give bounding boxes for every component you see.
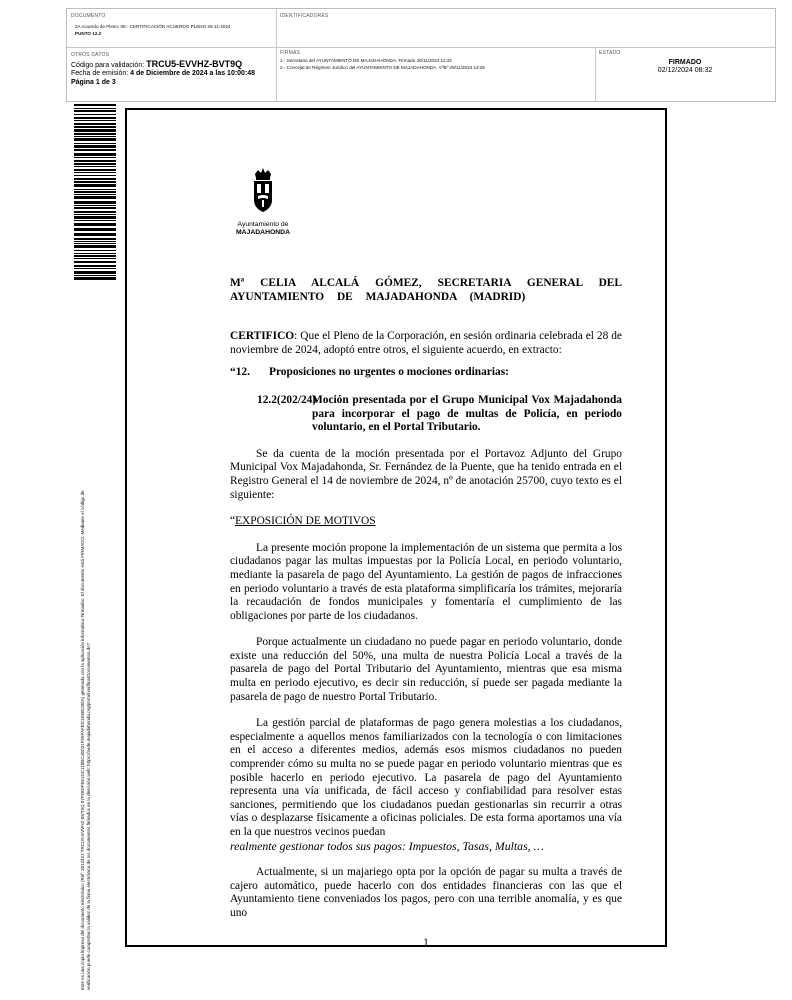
identificadores-cell bbox=[280, 13, 580, 19]
identificadores-label: IDENTIFICADORES bbox=[280, 13, 329, 19]
section-number: “12. bbox=[230, 366, 250, 379]
item-number: 12.2(202/24) bbox=[257, 393, 317, 406]
certifico-text: : Que el Pleno de la Corporación, en sesión ordinaria celebrada el 28 de noviembre de 2024, adoptó entre otros, el siguiente acuerdo, en extracto: bbox=[230, 330, 622, 356]
intro-paragraph: Se da cuenta de la moción presentada por el Portavoz Adjunto del Grupo Municipal Vox Majadahonda, Sr. Fernández de la Puente, que ha tenido entrada en el Registro General el 14 de noviembre de 2024, nº de anotación 25700, cuyo texto es el siguiente: bbox=[230, 447, 622, 501]
item-title: Moción presentada por el Grupo Municipal Vox Majadahonda para incorporar el pago de multas de Policía, en periodo voluntario, en el Portal Tributario. bbox=[312, 393, 622, 434]
fecha-prefix: Fecha de emisión: bbox=[71, 70, 129, 78]
paragraph-3: La gestión parcial de plataformas de pago genera molestias a los ciudadanos, especialmente a aquellos menos familiarizados con la tecnología o con limitaciones en el acceso a diferentes medios, además esos mismos ciudadanos no pueden comprender cómo su multa no se puede pagar en periodo voluntario mientras que es posible hacerlo en periodo ejecutivo. La pasarela de pago del Ayuntamiento representa una vía unificada, de fácil acceso y confiabilidad para resolver estas sanciones, permitiendo que los ciudadanos puedan gestionarlas sin recurrir a otras vías o desplazarse físicamente a oficinas policiales. De esta forma aportamos una vía en la que nuestros vecinos puedan bbox=[230, 717, 622, 838]
fecha-emision bbox=[71, 70, 275, 78]
certifico-label: CERTIFICO bbox=[230, 330, 295, 343]
firmas-cell bbox=[280, 50, 590, 71]
logo-line1: Ayuntamiento de bbox=[237, 221, 289, 228]
document-title: Mª CELIA ALCALÁ GÓMEZ, SECRETARIA GENERAL DEL AYUNTAMIENTO DE MAJADAHONDA (MADRID) bbox=[230, 277, 622, 303]
paragraph-2: Porque actualmente un ciudadano no puede pagar en periodo voluntario, donde existe una reducción del 50%, una multa de nuestra Policía Local a través de la pasarela de pago del Portal Tributario del Ayuntamiento, mientras que esa misma multa en periodo ejecutivo, es decir sin reducción, sí puede ser pagada mediante la pasarela de pago de nuestro Portal Tributario. bbox=[230, 636, 622, 703]
certifico-paragraph bbox=[230, 330, 622, 357]
estado-label: ESTADO bbox=[599, 50, 621, 56]
side-verification-text bbox=[80, 300, 92, 990]
document-metadata-table bbox=[66, 8, 776, 102]
page-number: 1 bbox=[423, 936, 429, 949]
documento-line1: 2A Acuerdo de Pleno: 08.- CERTIFICACIÓN ACUERDO PLENO 28-11-2024 bbox=[75, 24, 231, 29]
estado-value: FIRMADO bbox=[668, 59, 702, 66]
table-divider bbox=[67, 47, 775, 48]
otros-datos-label: OTROS DATOS bbox=[71, 52, 110, 58]
firma-1: 1.- Secretaria del AYUNTAMIENTO DE MAJADAHONDA. Firmado 29/11/2024 11:33 bbox=[280, 58, 452, 63]
agenda-item bbox=[230, 394, 622, 435]
barcode-gap bbox=[74, 280, 116, 282]
otros-datos-cell bbox=[71, 52, 275, 87]
paragraph-1: La presente moción propone la implementación de un sistema que permita a los ciudadanos pagar las multas impuestas por la Policía Local, en periodo voluntario, mediante la pasarela de pago del Ayuntamiento. La gestión de pagos de infracciones en periodo voluntario a través de esta plataforma simplificaría los trámites, mejoraría la recaudación de fondos municipales y fomentaría el cumplimiento de las obligaciones por parte de los ciudadanos. bbox=[230, 541, 622, 622]
documento-line2: PUNTO 12.2 bbox=[75, 30, 102, 36]
estado-cell bbox=[599, 50, 771, 76]
pagina-indicator: Página 1 de 3 bbox=[71, 78, 116, 86]
firma-2: 2.- Concejal de Régimen Jurídico del AYUNTAMIENTO DE MAJADAHONDA. VºBº 29/11/2024 13:26 bbox=[280, 64, 485, 70]
documento-label: DOCUMENTO bbox=[71, 13, 106, 19]
section-title: Proposiciones no urgentes o mociones ordinarias: bbox=[269, 366, 509, 379]
codigo-value: TRCU5-EVVHZ-BVT9Q bbox=[146, 59, 243, 69]
section-heading bbox=[230, 366, 622, 380]
exposicion-heading bbox=[230, 515, 622, 529]
validation-barcode bbox=[74, 104, 116, 282]
codigo-validacion bbox=[71, 60, 275, 70]
paragraph-4: Actualmente, si un majariego opta por la opción de pagar su multa a través de cajero automático, puede hacerlo con dos entidades financieras con las que el Ayuntamiento tiene conveniados los pagos, pero con una terrible anomalía, y es que uno bbox=[230, 866, 622, 919]
estado-date: 02/12/2024 08:32 bbox=[657, 67, 713, 75]
side-text-line2: verificación puede comprobar la validez de la firma electrónica de los documentos firmados en la dirección web: https://sede.majadahonda.org/portal/verificarDocumentos.do? bbox=[86, 642, 91, 990]
firmas-label: FIRMAS bbox=[280, 50, 301, 56]
documento-cell bbox=[71, 13, 271, 37]
codigo-prefix: Código para validación: bbox=[71, 62, 145, 69]
side-text-line1: Este es una copia impresa del documento electrónico (Ref: 3012421 TRCU5-EVVHZ-BVT9Q 07F58DFE61DC118BC40D31F55FAFED1E6BCB5A) generada con la aplicación informática Firmadoc. El documento está FIRMADO. Mediante el código de bbox=[80, 490, 85, 990]
table-divider bbox=[595, 48, 596, 101]
table-divider bbox=[276, 9, 277, 101]
exposicion-title: EXPOSICIÓN DE MOTIVOS bbox=[235, 515, 376, 528]
document-body bbox=[230, 160, 622, 950]
paragraph-3-italic: realmente gestionar todos sus pagos: Impuestos, Tasas, Multas, … bbox=[230, 838, 545, 853]
logo-line2: MAJADAHONDA bbox=[236, 229, 290, 236]
exposicion-quote: “ bbox=[230, 515, 236, 528]
fecha-value: 4 de Diciembre de 2024 a las 10:00:48 bbox=[130, 70, 256, 78]
